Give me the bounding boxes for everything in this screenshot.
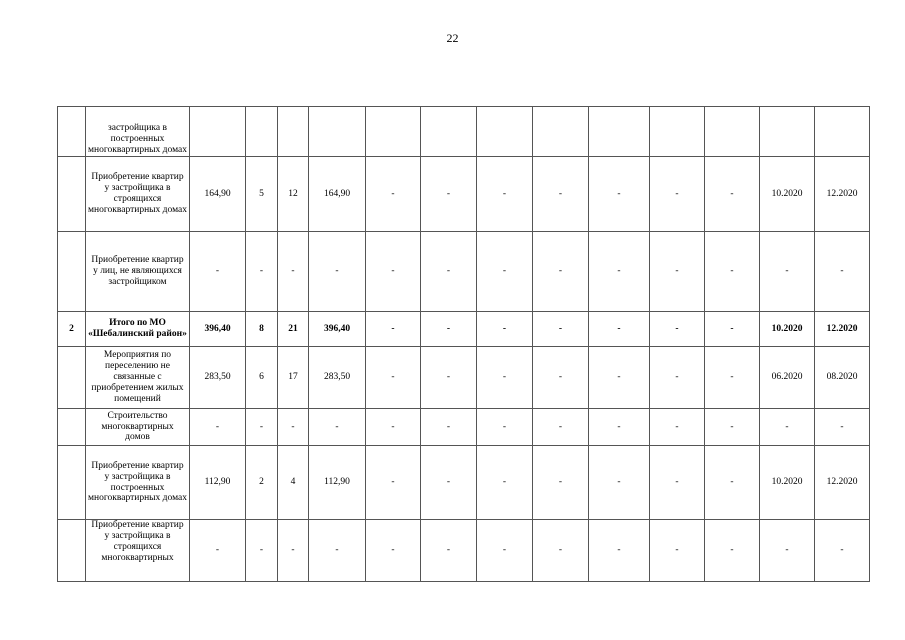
- value-cell: -: [278, 232, 309, 312]
- value-cell: -: [589, 312, 650, 347]
- value-cell: -: [589, 157, 650, 232]
- activity-name-cell: Приобретение квартир у лиц, не являющихся застройщиком: [86, 232, 190, 312]
- activity-name-cell: Приобретение квартир у застройщика в строящихся многоквартирных: [86, 520, 190, 582]
- value-cell: 12.2020: [815, 446, 870, 520]
- value-cell: -: [533, 232, 589, 312]
- value-cell: -: [533, 446, 589, 520]
- value-cell: -: [421, 232, 477, 312]
- value-cell: 10.2020: [760, 312, 815, 347]
- row-number-cell: 2: [58, 312, 86, 347]
- value-cell: -: [366, 446, 421, 520]
- value-cell: 6: [246, 347, 278, 409]
- activity-name-cell: Мероприятия по переселению не связанные с приобретением жилых помещений: [86, 347, 190, 409]
- value-cell: -: [477, 520, 533, 582]
- value-cell: -: [366, 520, 421, 582]
- table-row: [58, 312, 870, 347]
- value-cell: -: [533, 520, 589, 582]
- value-cell: 12: [278, 157, 309, 232]
- value-cell: 17: [278, 347, 309, 409]
- value-cell: -: [278, 520, 309, 582]
- value-cell: 8: [246, 312, 278, 347]
- value-cell: -: [650, 157, 705, 232]
- value-cell: [815, 107, 870, 157]
- value-cell: 283,50: [309, 347, 366, 409]
- value-cell: -: [309, 520, 366, 582]
- row-number-cell: [58, 107, 86, 157]
- row-number-cell: [58, 347, 86, 409]
- value-cell: -: [705, 446, 760, 520]
- value-cell: 164,90: [309, 157, 366, 232]
- value-cell: -: [477, 157, 533, 232]
- value-cell: -: [421, 347, 477, 409]
- value-cell: 08.2020: [815, 347, 870, 409]
- activity-name-cell: Приобретение квартир у застройщика в построенных многоквартирных домах: [86, 446, 190, 520]
- table-row: [58, 409, 870, 446]
- value-cell: 396,40: [190, 312, 246, 347]
- value-cell: 10.2020: [760, 157, 815, 232]
- value-cell: [366, 107, 421, 157]
- value-cell: -: [650, 409, 705, 446]
- value-cell: [705, 107, 760, 157]
- value-cell: -: [421, 446, 477, 520]
- value-cell: -: [477, 409, 533, 446]
- value-cell: -: [366, 409, 421, 446]
- table-row: [58, 157, 870, 232]
- value-cell: -: [589, 232, 650, 312]
- value-cell: -: [366, 232, 421, 312]
- value-cell: -: [760, 409, 815, 446]
- value-cell: -: [278, 409, 309, 446]
- value-cell: [278, 107, 309, 157]
- value-cell: -: [705, 312, 760, 347]
- value-cell: -: [477, 232, 533, 312]
- value-cell: [246, 107, 278, 157]
- value-cell: -: [705, 347, 760, 409]
- value-cell: -: [366, 157, 421, 232]
- value-cell: -: [650, 312, 705, 347]
- value-cell: -: [366, 312, 421, 347]
- value-cell: -: [366, 347, 421, 409]
- value-cell: -: [705, 409, 760, 446]
- value-cell: -: [533, 157, 589, 232]
- value-cell: -: [650, 232, 705, 312]
- value-cell: [477, 107, 533, 157]
- value-cell: 5: [246, 157, 278, 232]
- value-cell: [190, 107, 246, 157]
- value-cell: -: [309, 232, 366, 312]
- value-cell: -: [705, 520, 760, 582]
- value-cell: 283,50: [190, 347, 246, 409]
- value-cell: -: [190, 520, 246, 582]
- value-cell: [421, 107, 477, 157]
- value-cell: -: [309, 409, 366, 446]
- value-cell: 21: [278, 312, 309, 347]
- value-cell: -: [650, 446, 705, 520]
- value-cell: -: [705, 232, 760, 312]
- value-cell: -: [815, 520, 870, 582]
- value-cell: 2: [246, 446, 278, 520]
- table-row: [58, 107, 870, 157]
- value-cell: 06.2020: [760, 347, 815, 409]
- value-cell: [650, 107, 705, 157]
- row-number-cell: [58, 232, 86, 312]
- value-cell: -: [190, 409, 246, 446]
- table-row: [58, 232, 870, 312]
- page-number: 22: [446, 31, 459, 45]
- value-cell: -: [589, 520, 650, 582]
- value-cell: -: [760, 520, 815, 582]
- value-cell: 12.2020: [815, 312, 870, 347]
- value-cell: -: [190, 232, 246, 312]
- value-cell: -: [650, 347, 705, 409]
- value-cell: -: [246, 232, 278, 312]
- row-number-cell: [58, 446, 86, 520]
- data-table: [57, 106, 870, 582]
- value-cell: [533, 107, 589, 157]
- value-cell: 112,90: [309, 446, 366, 520]
- value-cell: -: [815, 409, 870, 446]
- value-cell: -: [421, 409, 477, 446]
- value-cell: -: [533, 347, 589, 409]
- value-cell: 10.2020: [760, 446, 815, 520]
- value-cell: -: [533, 312, 589, 347]
- activity-name-cell: Итого по МО «Шебалинский район»: [86, 312, 190, 347]
- value-cell: -: [421, 157, 477, 232]
- value-cell: 164,90: [190, 157, 246, 232]
- row-number-cell: [58, 409, 86, 446]
- value-cell: -: [421, 520, 477, 582]
- value-cell: -: [477, 446, 533, 520]
- activity-name-cell: застройщика в построенных многоквартирных домах: [86, 107, 190, 157]
- value-cell: [589, 107, 650, 157]
- value-cell: -: [650, 520, 705, 582]
- table-row: [58, 347, 870, 409]
- value-cell: 4: [278, 446, 309, 520]
- value-cell: -: [589, 409, 650, 446]
- activity-name-cell: Приобретение квартир у застройщика в строящихся многоквартирных домах: [86, 157, 190, 232]
- value-cell: -: [589, 347, 650, 409]
- value-cell: -: [760, 232, 815, 312]
- row-number-cell: [58, 520, 86, 582]
- value-cell: 396,40: [309, 312, 366, 347]
- value-cell: [309, 107, 366, 157]
- value-cell: -: [477, 347, 533, 409]
- value-cell: -: [246, 409, 278, 446]
- table-row: [58, 446, 870, 520]
- value-cell: -: [421, 312, 477, 347]
- value-cell: -: [589, 446, 650, 520]
- value-cell: -: [477, 312, 533, 347]
- value-cell: [760, 107, 815, 157]
- activity-name-cell: Строительство многоквартирных домов: [86, 409, 190, 446]
- value-cell: -: [705, 157, 760, 232]
- value-cell: 12.2020: [815, 157, 870, 232]
- value-cell: -: [815, 232, 870, 312]
- value-cell: -: [533, 409, 589, 446]
- table-row: [58, 520, 870, 582]
- value-cell: -: [246, 520, 278, 582]
- row-number-cell: [58, 157, 86, 232]
- value-cell: 112,90: [190, 446, 246, 520]
